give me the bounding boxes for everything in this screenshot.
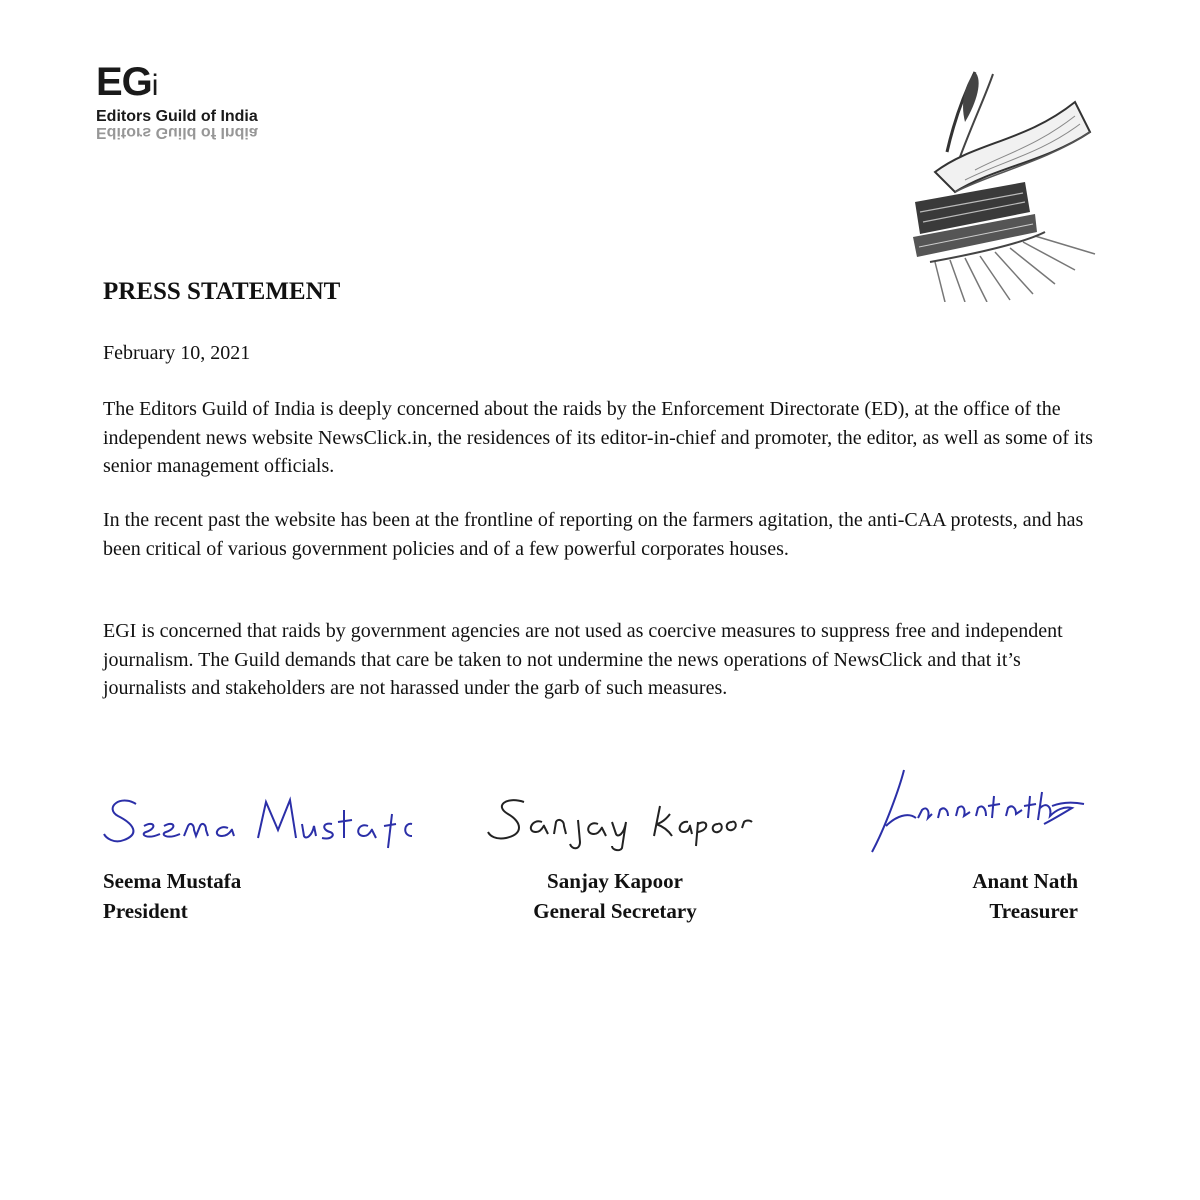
signature-anant-nath <box>866 766 1096 858</box>
page-title: PRESS STATEMENT <box>103 278 341 305</box>
logo-mark <box>96 62 296 106</box>
book-quill-emblem-icon <box>905 62 1105 302</box>
signatory-title: General Secretary <box>533 899 697 923</box>
signatory-seema-mustafa <box>103 866 241 926</box>
signatory-anant-nath <box>880 866 1078 926</box>
signatory-title: President <box>103 899 188 923</box>
logo-name-reflection: Editors Guild of India <box>96 124 258 141</box>
paragraph-3: EGI is concerned that raids by government agencies are not used as coercive measures to suppress free and independent journalism. The Guild demands that care be taken to not undermine the news operations of NewsClick and that it’s journalists and stakeholders are not harassed under the garb of such measures. <box>103 620 1063 699</box>
signatory-title: Treasurer <box>989 899 1078 923</box>
egi-logo <box>96 62 296 152</box>
signatory-name: Sanjay Kapoor <box>547 869 683 893</box>
signatory-name: Seema Mustafa <box>103 869 242 893</box>
logo-mark-i: i <box>151 69 158 102</box>
statement-date: February 10, 2021 <box>103 342 251 364</box>
signature-seema-mustafa <box>100 790 420 850</box>
logo-organization-name: Editors Guild of India <box>96 108 258 125</box>
signatory-sanjay-kapoor <box>470 866 760 926</box>
signatory-name: Anant Nath <box>972 869 1078 893</box>
signature-sanjay-kapoor <box>484 792 754 852</box>
paragraph-2: In the recent past the website has been at the frontline of reporting on the farmers agitation, the anti-CAA protests, and has been critical of various government policies and of a few powerful corporates houses. <box>103 509 1084 560</box>
paragraph-1: The Editors Guild of India is deeply concerned about the raids by the Enforcement Directorate (ED), at the office of the independent news website NewsClick.in, the residences of its editor-in-chief and promoter, the editor, as well as some of its senior management officials. <box>103 398 1093 477</box>
logo-mark-letters: EG <box>96 60 152 104</box>
